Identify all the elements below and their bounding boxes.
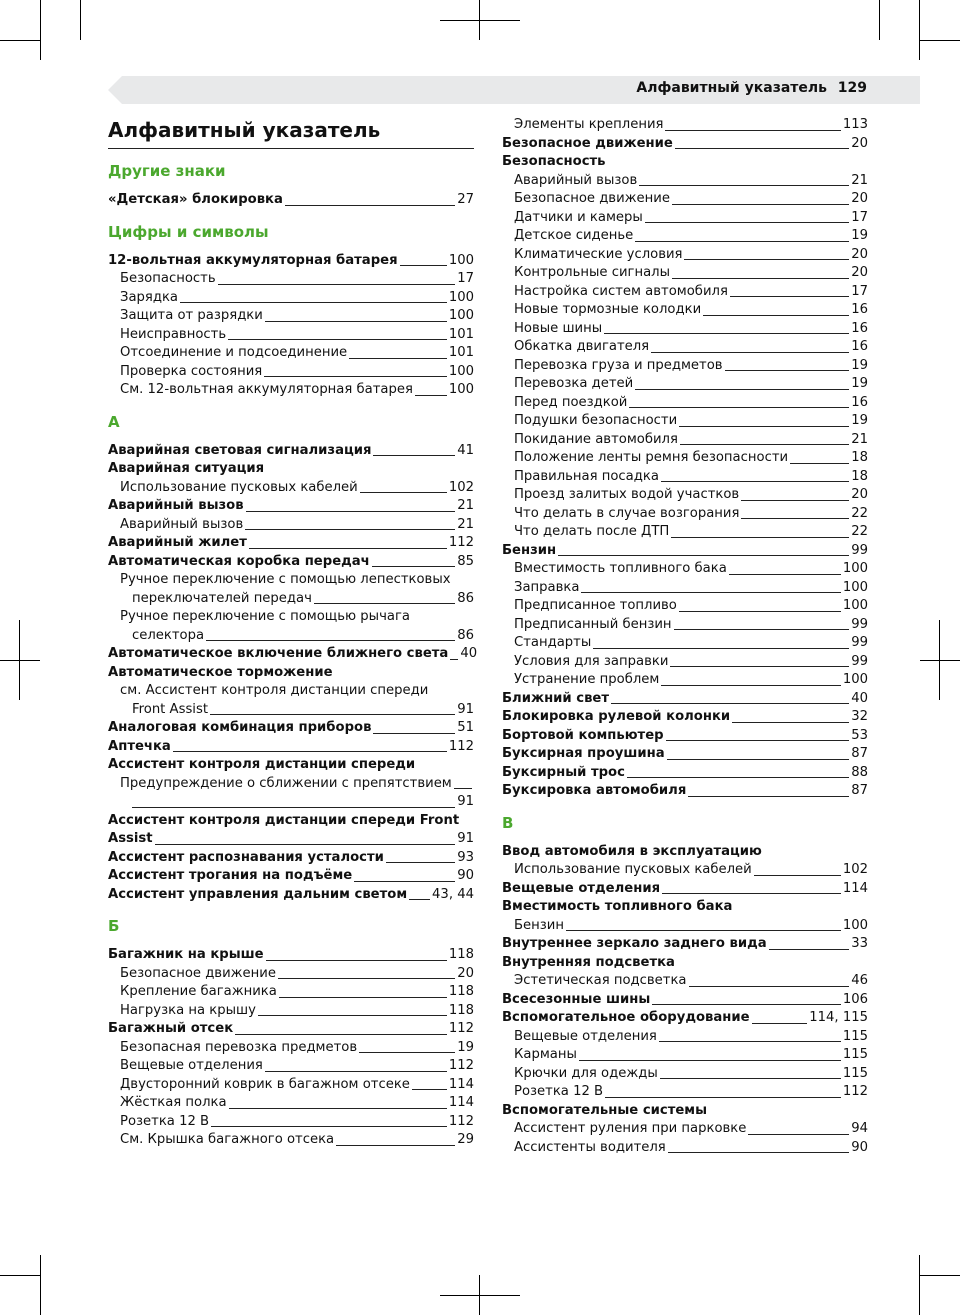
index-subentry: Бензин 100: [514, 917, 868, 933]
index-subentry: Новые тормозные колодки 16: [514, 302, 868, 317]
index-subentry: Использование пусковых кабелей 102: [120, 479, 474, 495]
index-subentry: Front Assist 91: [132, 701, 474, 717]
index-subentry: Перевозка груза и предметов 19: [514, 357, 868, 373]
index-entry: Бортовой компьютер 53: [502, 727, 868, 743]
index-subentry: Аварийный вызов 21: [514, 172, 868, 188]
index-subentry: Розетка 12 В 112: [120, 1113, 474, 1129]
index-subentry: Розетка 12 В 112: [514, 1084, 868, 1099]
page-title: Алфавитный указатель: [108, 118, 474, 149]
index-entry-heading: Безопасность: [502, 154, 606, 169]
index-subentry: переключателей передач 86: [132, 590, 474, 606]
index-subentry: Элементы крепления 113: [514, 117, 868, 132]
index-entry: Вещевые отделения 114: [502, 880, 868, 896]
index-subentry: Положение ленты ремня безопасности 18: [514, 450, 868, 465]
section-heading-b: Б: [108, 917, 120, 935]
index-entry: Буксирная проушина 87: [502, 746, 868, 761]
index-entry-heading: Вспомогательные системы: [502, 1102, 707, 1118]
index-entry: Багажник на крыше 118: [108, 947, 474, 962]
crop-mark: [920, 40, 960, 41]
index-entry: Багажный отсек 112: [108, 1021, 474, 1036]
index-subentry: Условия для заправки 99: [514, 653, 868, 669]
index-subentry: Что делать в случае возгорания 22: [514, 505, 868, 521]
index-entry: Вспомогательное оборудование 114, 115: [502, 1010, 868, 1025]
index-subentry: Перевозка детей 19: [514, 376, 868, 391]
index-column-right: [502, 116, 868, 1157]
index-subentry: Зарядка 100: [120, 289, 474, 305]
index-entry-heading: Внутренняя подсветка: [502, 954, 675, 970]
index-subentry: Крепление багажника 118: [120, 984, 474, 999]
section-heading-digits: Цифры и символы: [108, 222, 269, 241]
index-entry: Ассистент управления дальним светом 43, 44: [108, 886, 474, 902]
index-entry: Ассистент трогания на подъёме 90: [108, 868, 474, 883]
crop-mark: [919, 0, 920, 60]
index-entry: Внутреннее зеркало заднего вида 33: [502, 936, 868, 951]
index-subentry: Ассистент руления при парковке 94: [514, 1121, 868, 1136]
index-entry: Аварийная световая сигнализация 41: [108, 442, 474, 458]
index-entry: Буксировка автомобиля 87: [502, 783, 868, 798]
index-entry: Assist 91: [108, 831, 474, 846]
running-header-title: Алфавитный указатель: [636, 80, 827, 96]
index-subentry: Крючки для одежды 115: [514, 1065, 868, 1081]
crop-mark: [80, 0, 81, 40]
index-subentry: Отсоединение и подсоединение 101: [120, 345, 474, 360]
index-subentry: Нагрузка на крышу 118: [120, 1002, 474, 1018]
crop-mark: [440, 20, 520, 21]
section-heading-a: А: [108, 412, 120, 431]
index-subentry: Жёсткая полка 114: [120, 1095, 474, 1110]
index-entry: Автоматическая коробка передач 85: [108, 553, 474, 569]
crop-mark: [40, 0, 41, 60]
index-subentry: Использование пусковых кабелей 102: [514, 862, 868, 877]
crop-mark: [479, 1275, 480, 1315]
index-subentry: Настройка систем автомобиля 17: [514, 283, 868, 299]
index-subentry: 91: [108, 793, 474, 812]
index-subentry: Двусторонний коврик в багажном отсеке 114: [120, 1076, 474, 1092]
index-entry: Ассистент распознавания усталости 93: [108, 849, 474, 865]
index-subentry: Безопасное движение 20: [514, 191, 868, 206]
index-subentry: Устранение проблем 100: [514, 672, 868, 687]
index-entry: Автоматическое включение ближнего света 40: [108, 646, 478, 661]
index-entry: Бензин 99: [502, 542, 868, 558]
crop-mark: [0, 660, 40, 661]
index-subentry: Эстетическая подсветка 46: [514, 973, 868, 988]
index-subentry: Безопасная перевозка предметов 19: [120, 1039, 474, 1055]
crop-mark: [939, 620, 940, 700]
index-subentry: См. Крышка багажного отсека 29: [120, 1132, 474, 1147]
index-subentry: Подушки безопасности 19: [514, 413, 868, 428]
index-entry: «Детская» блокировка 27: [108, 192, 474, 207]
index-column-left: [108, 116, 478, 1150]
section-heading-v: В: [502, 813, 514, 832]
index-entry: Всесезонные шины 106: [502, 991, 868, 1007]
index-subentry: Детское сиденье 19: [514, 228, 868, 243]
index-entry: Ближний свет 40: [502, 690, 868, 706]
crop-mark: [0, 40, 40, 41]
index-subentry: Проверка состояния 100: [120, 363, 474, 379]
index-entry: Аварийный жилет 112: [108, 535, 474, 550]
index-subentry: Защита от разрядки 100: [120, 308, 474, 323]
index-subentry: Ассистенты водителя 90: [514, 1139, 868, 1155]
header-notch: [108, 76, 122, 104]
index-entry: Аварийный вызов 21: [108, 498, 474, 513]
crop-mark: [440, 1295, 520, 1296]
index-entry: Блокировка рулевой колонки 32: [502, 709, 868, 724]
index-subentry: Карманы 115: [514, 1047, 868, 1062]
index-subentry: Датчики и камеры 17: [514, 209, 868, 225]
index-entry: Безопасное движение 20: [502, 135, 868, 151]
crop-mark: [920, 660, 960, 661]
index-subentry: Покидание автомобиля 21: [514, 431, 868, 447]
crop-mark: [0, 1275, 40, 1276]
index-subentry: Проезд залитых водой участков 20: [514, 487, 868, 502]
index-entry-heading: Ассистент контроля дистанции спереди Front: [108, 812, 460, 828]
crop-mark: [479, 0, 480, 40]
index-subentry: Правильная посадка 18: [514, 468, 868, 484]
index-entry: Аптечка 112: [108, 738, 474, 754]
index-subentry: Неисправность 101: [120, 326, 474, 342]
index-subentry-heading: Ручное переключение с помощью рычага: [120, 609, 410, 624]
index-subentry: Новые шины 16: [514, 320, 868, 336]
index-subentry-heading: см. Ассистент контроля дистанции спереди: [120, 683, 429, 698]
index-subentry: Вещевые отделения 112: [120, 1058, 474, 1073]
page-number: 129: [837, 80, 867, 96]
index-subentry: Обкатка двигателя 16: [514, 339, 868, 354]
index-entry: Аналоговая комбинация приборов 51: [108, 720, 474, 735]
index-entry-heading: Ассистент контроля дистанции спереди: [108, 757, 416, 772]
index-subentry: Что делать после ДТП 22: [514, 524, 868, 539]
index-subentry: Предписанное топливо 100: [514, 598, 868, 613]
index-entry-heading: Аварийная ситуация: [108, 461, 265, 476]
index-subentry: Предписанный бензин 99: [514, 616, 868, 632]
index-subentry-heading: Ручное переключение с помощью лепестковых: [120, 572, 451, 587]
index-entry: 12-вольтная аккумуляторная батарея 100: [108, 252, 474, 268]
index-subentry: Предупреждение о сближении с препятствием: [108, 775, 474, 794]
index-subentry: Стандарты 99: [514, 635, 868, 650]
crop-mark: [919, 1255, 920, 1315]
index-subentry: См. 12-вольтная аккумуляторная батарея 100: [120, 382, 474, 397]
index-subentry: селектора 86: [132, 627, 474, 643]
index-entry-heading: Ввод автомобиля в эксплуатацию: [502, 843, 762, 859]
index-subentry: Заправка 100: [514, 579, 868, 595]
index-subentry: Контрольные сигналы 20: [514, 265, 868, 280]
section-heading-other: Другие знаки: [108, 162, 226, 180]
index-subentry: Вещевые отделения 115: [514, 1028, 868, 1044]
index-subentry: Климатические условия 20: [514, 246, 868, 262]
crop-mark: [920, 1275, 960, 1276]
crop-mark: [879, 0, 880, 40]
index-subentry: Безопасное движение 20: [120, 965, 474, 981]
index-entry-heading: Автоматическое торможение: [108, 664, 333, 680]
index-subentry: Вместимость топливного бака 100: [514, 561, 868, 576]
crop-mark: [19, 620, 20, 700]
crop-mark: [40, 1255, 41, 1315]
index-entry-heading: Вместимость топливного бака: [502, 899, 733, 914]
index-subentry: Аварийный вызов 21: [120, 516, 474, 532]
index-entry: Буксирный трос 88: [502, 764, 868, 780]
index-subentry: Перед поездкой 16: [514, 394, 868, 410]
index-subentry: Безопасность 17: [120, 271, 474, 286]
